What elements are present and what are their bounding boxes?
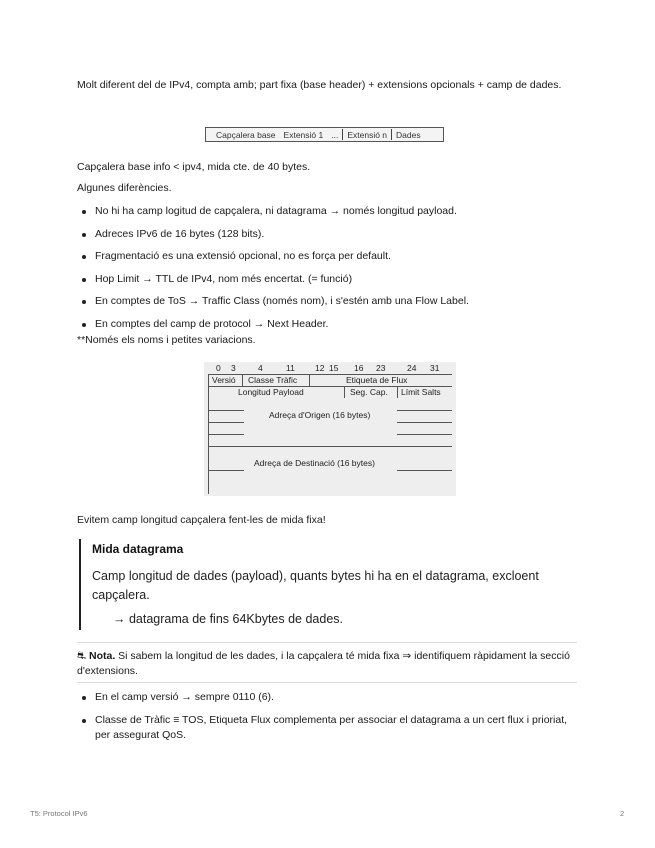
bit-label: 31 (430, 363, 440, 373)
strip-base: Capçalera base (216, 129, 276, 140)
base-info: Capçalera base info < ipv4, mida cte. de 40 bytes. (77, 161, 311, 173)
src-line (208, 422, 244, 423)
bit-label: 0 (216, 363, 221, 373)
row-line (208, 374, 452, 375)
bullet-dot (82, 696, 86, 700)
bullet-dot (82, 323, 86, 327)
note-text: Si sabem la longitud de les dades, i la capçalera té mida fixa ⇒ identifiquem ràpidament la secció d'extensions. (77, 650, 570, 677)
cell-divider (309, 374, 310, 386)
src-line (208, 410, 244, 411)
list-item: En comptes de ToS → Traffic Class (només nom), i s'estén amb una Flow Label. (77, 294, 577, 309)
ipv6-header-diagram (204, 362, 456, 496)
strip-ext1: Extensió 1 (283, 129, 324, 140)
strip-dots: ... (331, 129, 339, 140)
list-item: Fragmentació es una extensió opcional, no es força per default. (77, 249, 577, 264)
list-item: En comptes del camp de protocol → Next Header. (77, 317, 577, 332)
bit-label: 12 (315, 363, 325, 373)
list-item: Adreces IPv6 de 16 bytes (128 bits). (77, 227, 577, 242)
cell-divider (242, 374, 243, 386)
list-item: No hi ha camp logitud de capçalera, ni datagrama → només longitud payload. (77, 204, 577, 219)
bullet-dot (82, 210, 86, 214)
field-destination-address: Adreça de Destinació (16 bytes) (254, 458, 375, 468)
bullet-dot (82, 278, 86, 282)
field-next-header: Seg. Cap. (350, 387, 388, 397)
strip-extn: Extensió n (347, 129, 388, 140)
page-number: 2 (620, 809, 625, 818)
callout-title: Mida datagrama (92, 542, 184, 556)
callout-bar (79, 539, 81, 630)
bit-label: 11 (286, 363, 295, 373)
cell-divider (397, 386, 398, 398)
src-line (208, 434, 244, 435)
note-icon: ⛐ (77, 650, 87, 662)
names-note: **Només els noms i petites variacions. (77, 334, 256, 346)
note-bottom-divider (77, 682, 577, 683)
src-line (397, 410, 452, 411)
list-item: Hop Limit → TTL de IPv4, nom més encertat. (= funció) (77, 272, 577, 287)
fixed-size-note: Evitem camp longitud capçalera fent-les de mida fixa! (77, 514, 326, 526)
field-flow-label: Etiqueta de Flux (346, 375, 408, 385)
bit-label: 23 (376, 363, 386, 373)
note-label: Nota. (88, 650, 116, 662)
field-version: Versió (212, 375, 236, 385)
bullet-dot (82, 233, 86, 237)
bit-label: 24 (407, 363, 417, 373)
bullet-dot (82, 719, 86, 723)
callout-sub: → datagrama de fins 64Kbytes de dades. (113, 612, 344, 626)
note-top-divider (77, 642, 577, 643)
bullet-dot (82, 300, 86, 304)
cell-divider (344, 386, 345, 398)
final-list (77, 690, 577, 750)
dst-line (208, 470, 244, 471)
src-line (397, 434, 452, 435)
bit-label: 4 (258, 363, 263, 373)
field-hop-limit: Límit Salts (401, 387, 441, 397)
src-line (397, 422, 452, 423)
bit-label: 15 (329, 363, 339, 373)
differences-title: Algunes diferències. (77, 182, 172, 194)
header-structure-figure (205, 127, 444, 142)
bit-label: 16 (354, 363, 364, 373)
bit-label: 3 (231, 363, 236, 373)
bullet-dot (82, 255, 86, 259)
callout-body: Camp longitud de dades (payload), quants bytes hi ha en el datagrama, excloent capçalera. (92, 569, 539, 602)
strip-data: Dades (396, 129, 421, 140)
field-payload-length: Longitud Payload (238, 387, 304, 397)
field-source-address: Adreça d'Origen (16 bytes) (269, 410, 371, 420)
differences-list (77, 204, 577, 339)
note-paragraph (77, 649, 577, 679)
intro-paragraph: Molt diferent del de IPv4, compta amb; part fixa (base header) + extensions opcionals + camp de dades. (77, 79, 562, 91)
list-item: Classe de Tràfic ≡ TOS, Etiqueta Flux complementa per associar el datagrama a un cert flux i prioriat, per assegurat QoS. (77, 713, 577, 743)
dst-line (397, 470, 452, 471)
list-item: En el camp versió → sempre 0110 (6). (77, 690, 577, 705)
field-traffic-class: Classe Tràfic (248, 375, 298, 385)
footer-title: T5: Protocol IPv6 (30, 809, 88, 818)
row-line (208, 446, 452, 447)
